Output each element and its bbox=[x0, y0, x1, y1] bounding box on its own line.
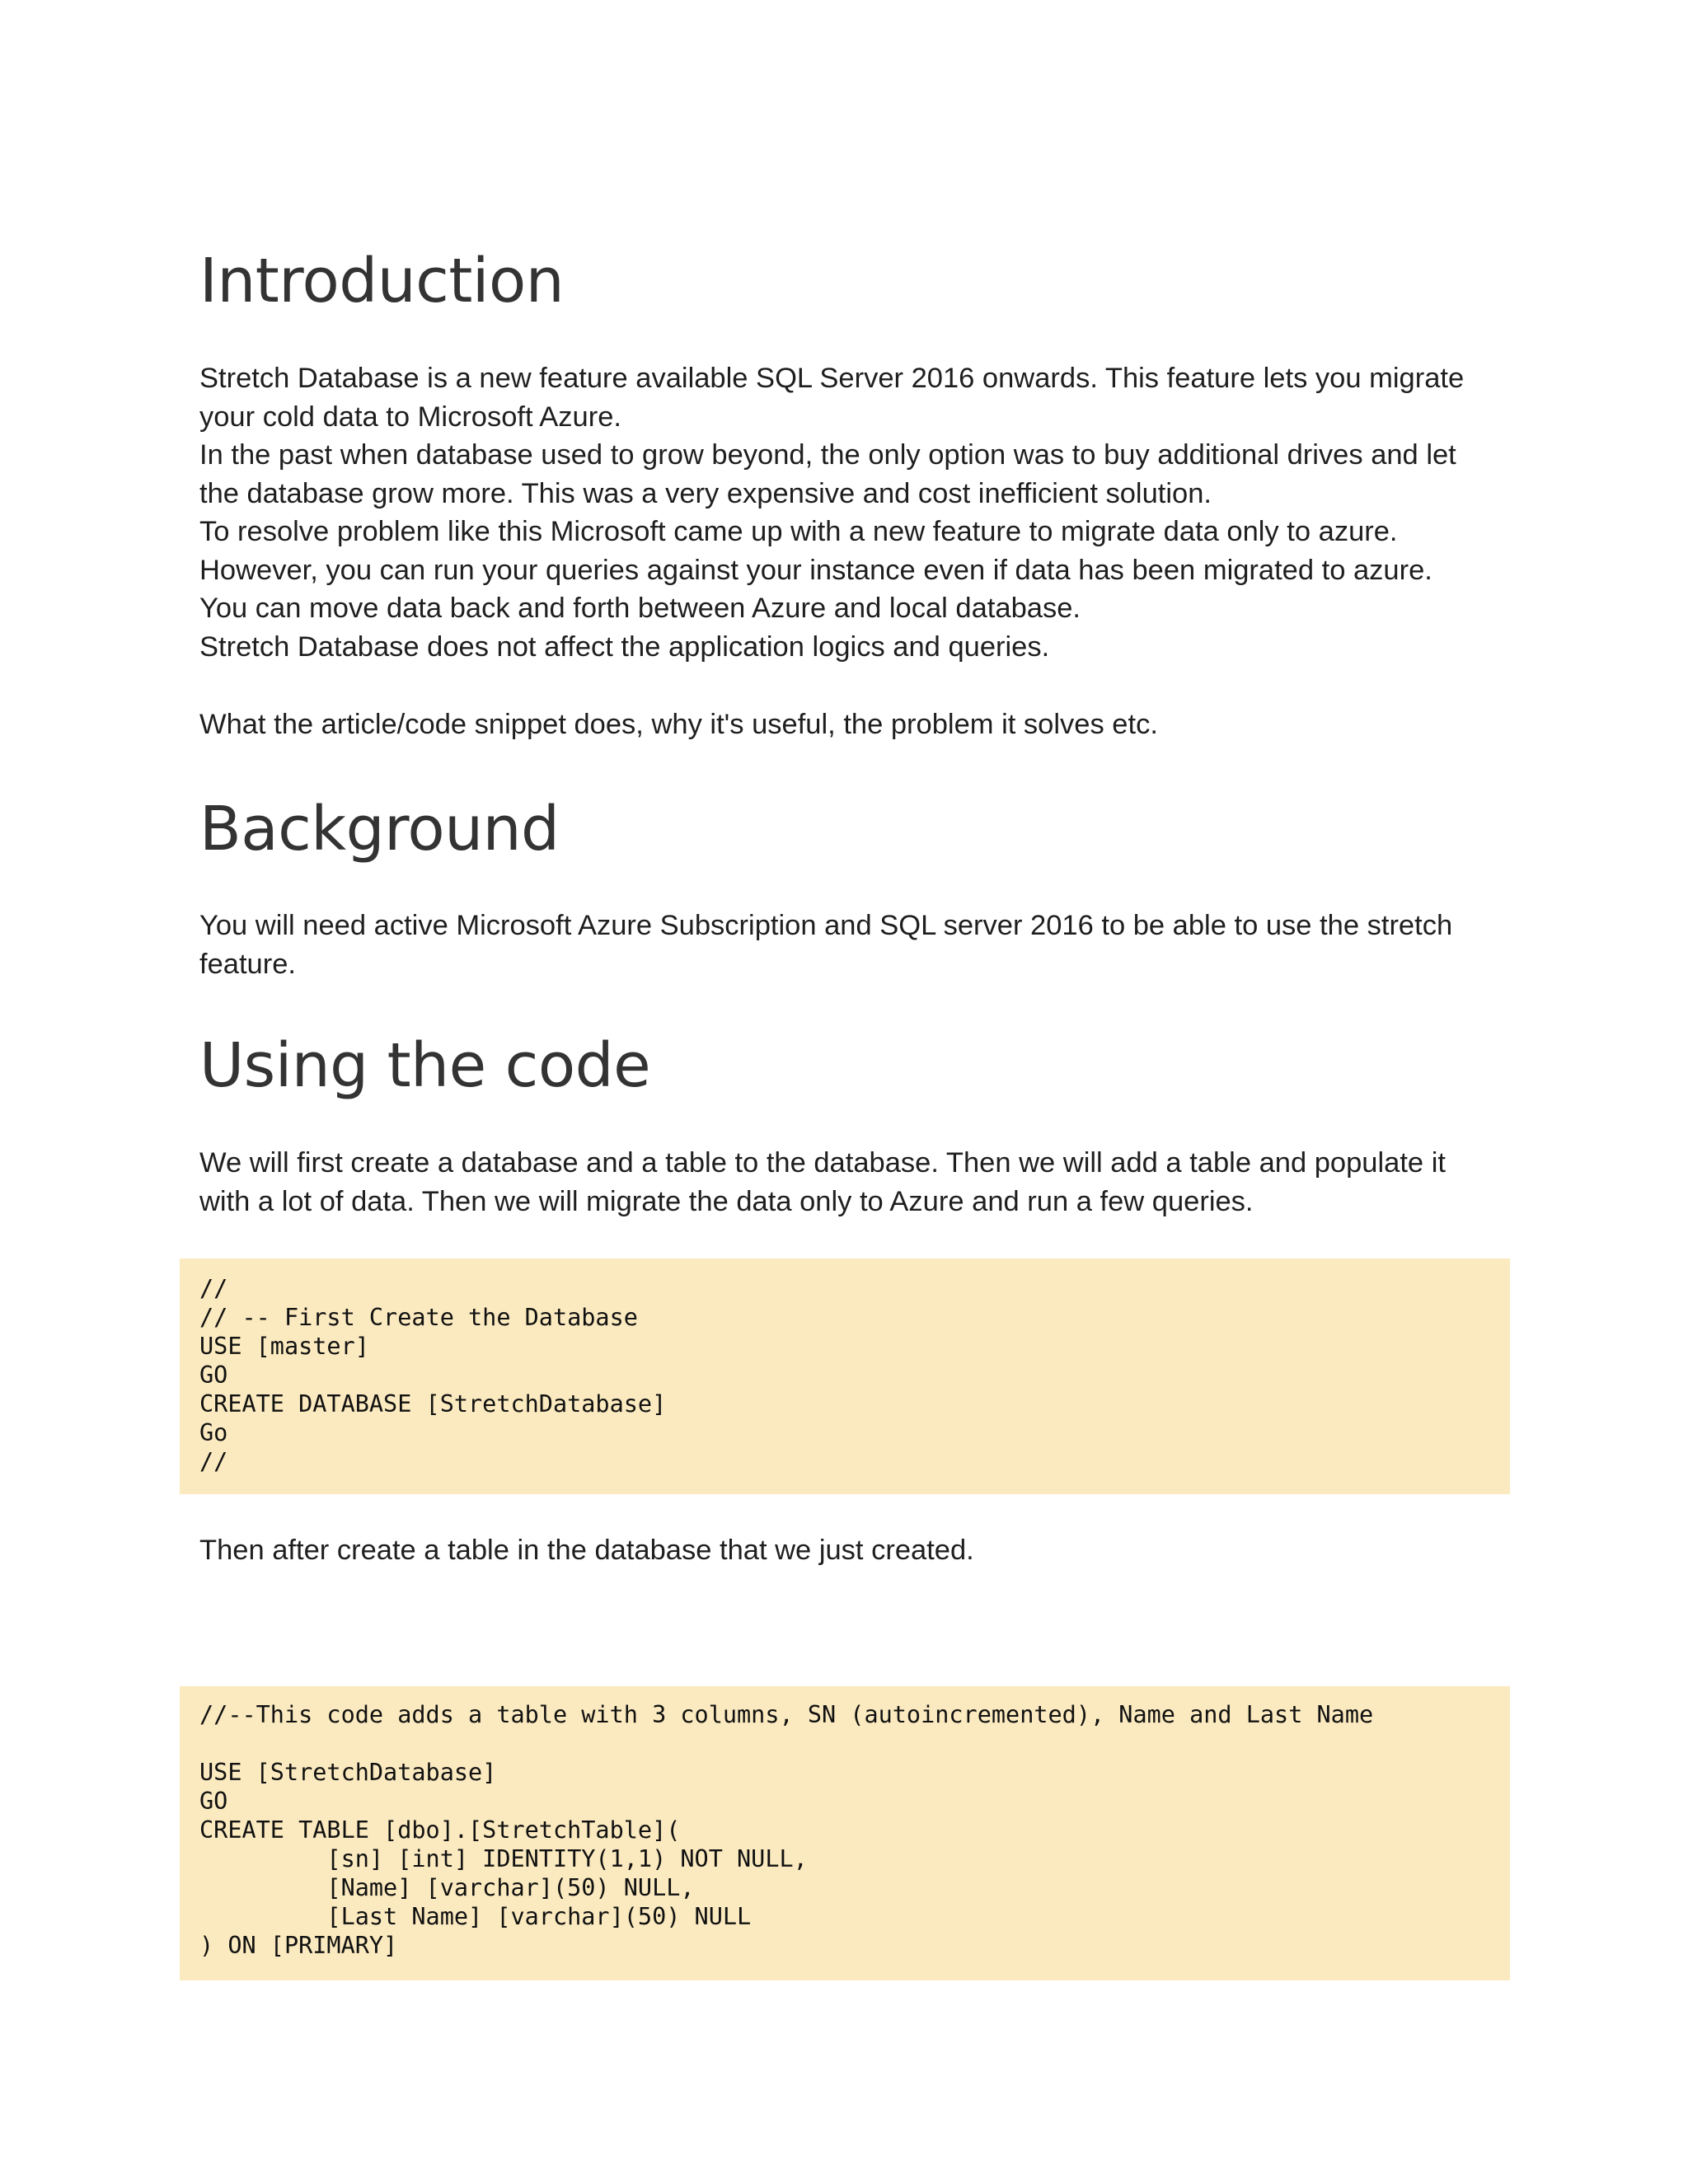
paragraph-line: However, you can run your queries against your instance even if data has been migrated to azure. bbox=[199, 554, 1432, 586]
code-line: // -- First Create the Database bbox=[199, 1304, 638, 1331]
code-line: Go bbox=[199, 1419, 228, 1446]
using-the-code-paragraph bbox=[199, 1144, 1502, 1221]
code-line: USE [master] bbox=[199, 1333, 369, 1360]
code-line bbox=[199, 1729, 1510, 1758]
introduction-paragraph bbox=[199, 359, 1502, 666]
paragraph-line: In the past when database used to grow beyond, the only option was to buy additional drives and let bbox=[199, 439, 1456, 471]
paragraph-line: Stretch Database is a new feature available SQL Server 2016 onwards. This feature lets you migrate bbox=[199, 363, 1465, 394]
code-block-create-database bbox=[180, 1258, 1510, 1494]
code-line: // bbox=[199, 1275, 228, 1302]
between-text: Then after create a table in the database that we just created. bbox=[199, 1535, 974, 1566]
paragraph-line: feature. bbox=[199, 948, 296, 980]
paragraph-line: the database grow more. This was a very expensive and cost inefficient solution. bbox=[199, 477, 1212, 509]
paragraph-line: Stretch Database does not affect the application logics and queries. bbox=[199, 630, 1050, 663]
heading-background: Background bbox=[199, 794, 560, 865]
code-block-create-table bbox=[180, 1686, 1510, 1980]
paragraph-line: You can move data back and forth between Azure and local database. bbox=[199, 593, 1081, 624]
paragraph-line: We will first create a database and a table to the database. Then we will add a table and populate it bbox=[199, 1147, 1446, 1179]
paragraph-line: your cold data to Microsoft Azure. bbox=[199, 401, 621, 433]
code-line: CREATE TABLE [dbo].[StretchTable]( bbox=[199, 1816, 681, 1844]
code-line: [Last Name] [varchar](50) NULL bbox=[199, 1903, 752, 1930]
code-line: [sn] [int] IDENTITY(1,1) NOT NULL, bbox=[199, 1845, 808, 1872]
paragraph-line: with a lot of data. Then we will migrate the data only to Azure and run a few queries. bbox=[199, 1185, 1254, 1217]
background-paragraph bbox=[199, 907, 1502, 983]
heading-using-the-code: Using the code bbox=[199, 1030, 651, 1101]
code-line: //--This code adds a table with 3 columns, SN (autoincremented), Name and Last Name bbox=[199, 1701, 1374, 1728]
code-line: USE [StretchDatabase] bbox=[199, 1759, 497, 1786]
paragraph-line: You will need active Microsoft Azure Subscription and SQL server 2016 to be able to use the stretch bbox=[199, 910, 1453, 941]
code-line: CREATE DATABASE [StretchDatabase] bbox=[199, 1390, 667, 1418]
code-line: GO bbox=[199, 1788, 228, 1815]
code-line: [Name] [varchar](50) NULL, bbox=[199, 1874, 695, 1901]
paragraph-line: To resolve problem like this Microsoft came up with a new feature to migrate data only to azure. bbox=[199, 516, 1398, 547]
introduction-summary: What the article/code snippet does, why it's useful, the problem it solves etc. bbox=[199, 709, 1158, 740]
code-line: GO bbox=[199, 1361, 228, 1389]
code-line: // bbox=[199, 1448, 228, 1475]
heading-introduction: Introduction bbox=[199, 246, 565, 316]
code-line: ) ON [PRIMARY] bbox=[199, 1932, 398, 1959]
